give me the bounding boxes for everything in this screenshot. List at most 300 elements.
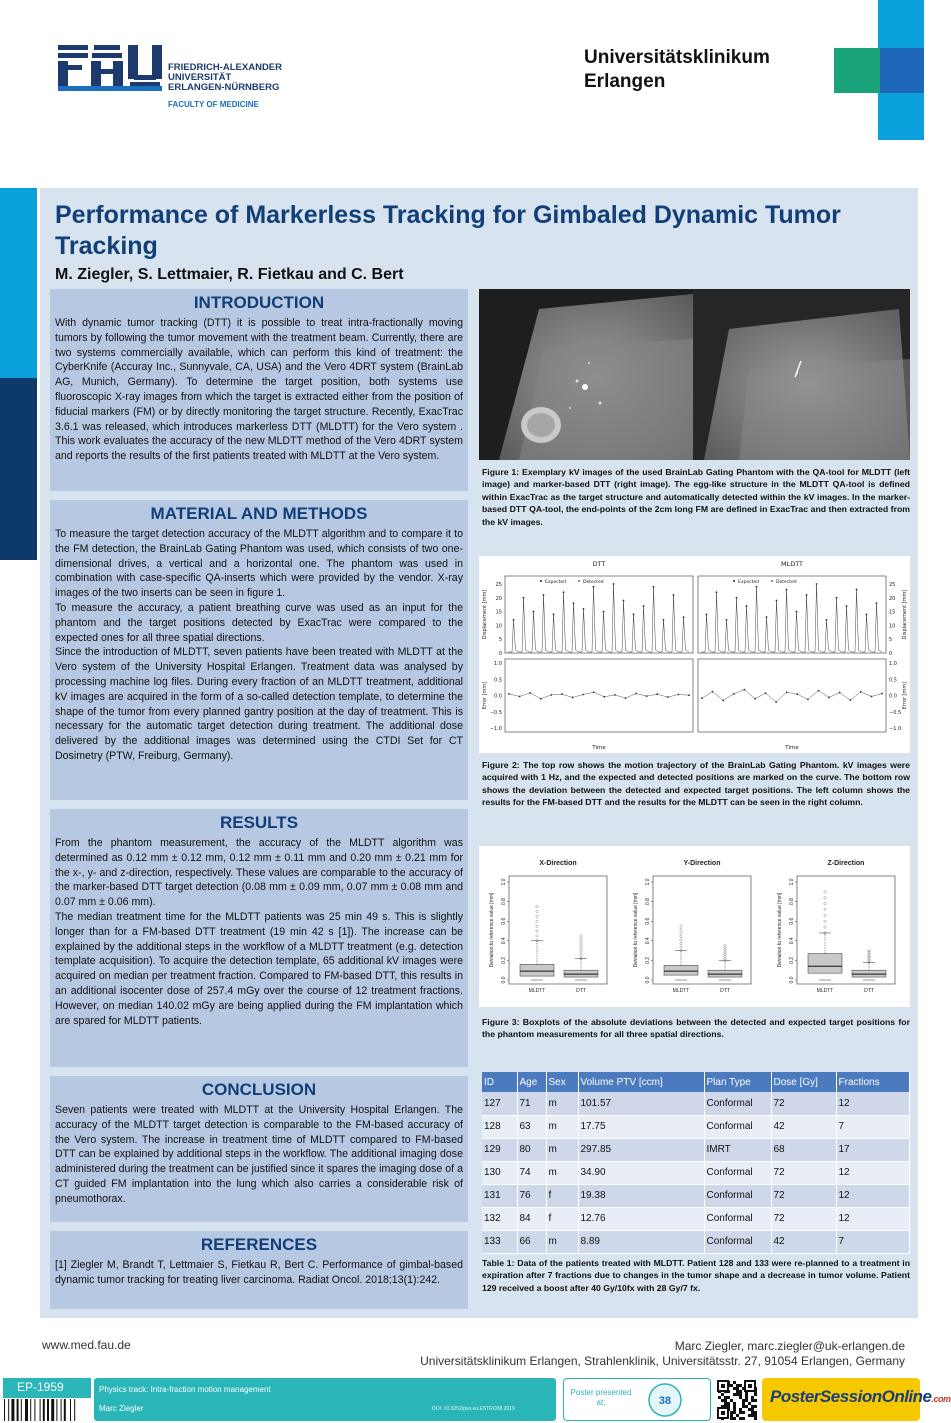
qr-module (730, 1411, 733, 1414)
top-ytick-label: 15 (495, 609, 502, 616)
boxplot-ytick-label: 0.4 (501, 937, 507, 945)
top-ytick-label: 20 (889, 595, 896, 602)
ps-online-domain: .com (931, 1394, 951, 1404)
x-axis-label: Time (785, 745, 799, 751)
table-header-row (482, 1072, 910, 1092)
qr-module (721, 1393, 724, 1396)
table-cell: IMRT (704, 1138, 771, 1161)
table-caption: Table 1: Data of the patients treated with MLDTT. Patient 128 and 133 were re-planned to a treatment in expiration after 7 fractions due to changes in the tumor shape and a decrease in tumor volume. Patient 129 received a boost after 40 Gy/10fx with 28 Gy/7 fx. (482, 1258, 910, 1293)
qr-module (739, 1396, 742, 1399)
boxplot-ytick-label: 1.0 (789, 878, 795, 886)
qr-code-icon[interactable] (717, 1379, 757, 1421)
table-cell: 17.75 (578, 1115, 704, 1138)
boxplot-title: Z-Direction (827, 860, 865, 867)
boxplot-outlier (580, 951, 582, 953)
results-p2: The median treatment time for the MLDTT patients was 25 min 49 s. This is slightly longer than for a FM-based DTT treatment (19 min 42 s [1]). The increase can be explained by the additional steps in the workflow of a MLDTT treatment (e.g. detection template acquisition). To acquire the detection template, 65 additional kV images were acquired on median per treatment fraction. Compared to FM-based DTT, this results in an additional isocenter dose of 257.4 mGy over the course of 12 treatment fractions. However, on median 140.02 mGy are being applied during the FM implantation which are spared for MLDTT patients. (55, 910, 463, 1027)
table-cell: m (546, 1092, 578, 1115)
boxplot-ytick-label: 0.0 (645, 976, 651, 984)
qr-module (733, 1411, 736, 1414)
boxplot-outlier (536, 930, 538, 932)
table-cell: 42 (771, 1115, 836, 1138)
table-cell: 71 (517, 1092, 546, 1115)
qr-module (742, 1405, 745, 1408)
boxplot-ylabel: Deviation to reference value [mm] (777, 892, 783, 968)
table-cell: 12.76 (578, 1207, 704, 1230)
legend-marker-detected (771, 580, 773, 582)
table-cell: 68 (771, 1138, 836, 1161)
barcode-bar (4, 1399, 5, 1421)
barcode-bar (43, 1399, 45, 1421)
table-cell: 12 (836, 1092, 910, 1115)
table-row (482, 1230, 910, 1253)
top-ytick-label: 25 (495, 582, 502, 588)
qr-module (739, 1411, 742, 1414)
table-row (482, 1138, 910, 1161)
qr-module (718, 1396, 721, 1399)
legend-detected: Detected (583, 580, 604, 585)
bottom-ytick-label: 1.0 (889, 661, 897, 667)
table-cell: 74 (517, 1161, 546, 1184)
header-blue-block (880, 48, 924, 93)
boxplot-outlier (680, 932, 682, 934)
barcode-bar (47, 1399, 49, 1421)
barcode-bar (64, 1399, 66, 1421)
bottom-plot-frame (698, 659, 886, 732)
barcode-bar (11, 1399, 14, 1421)
table-cell: Conformal (704, 1092, 771, 1115)
boxplot-ytick-label: 0.2 (501, 956, 507, 964)
boxplot-ylabel: Deviation to reference value [mm] (633, 892, 639, 968)
chart-title: MLDTT (780, 560, 804, 568)
boxplot-category-label: DTT (576, 988, 586, 994)
figure2-caption: Figure 2: The top row shows the motion trajectory of the BrainLab Gating Phantom. kV images were acquired with 1 Hz, and the expected and detected positions are marked on the curve. The bottom row shows the deviation between the detected and expected target positions. The left column shows the results for the FM-based DTT and the results for the MLDTT can be seen in the right column. (482, 760, 910, 808)
table-cell: 63 (517, 1115, 546, 1138)
table-body (482, 1092, 910, 1253)
results-heading: RESULTS (219, 813, 299, 832)
track-label: Physics track: Intra-fraction motion management (99, 1385, 271, 1394)
boxplot-outlier (824, 920, 826, 922)
barcode-bar (30, 1399, 31, 1421)
table-row (482, 1115, 910, 1138)
boxplot-category-label: MLDTT (816, 988, 834, 994)
figure1-caption: Figure 1: Exemplary kV images of the used BrainLab Gating Phantom with the QA-tool for MLDTT (left image) and marker-based DTT (right image). The egg-like structure in the MLDTT QA-tool is defined within ExacTrac as the target structure and automatically detected within the kV images. In the marker-based DTT QA-tool, the end-points of the 2cm long FM are defined in ExacTrac and then extracted from the kV images. (482, 467, 910, 527)
th-volume: Volume PTV [ccm] (578, 1072, 704, 1092)
figure2-box (479, 556, 910, 753)
boxplot-ylabel: Deviation to reference value [mm] (489, 892, 495, 968)
table-cell: 129 (482, 1138, 517, 1161)
table-cell: 76 (517, 1184, 546, 1207)
table-cell: 7 (836, 1230, 910, 1253)
qr-module (748, 1408, 751, 1411)
table-cell: 7 (836, 1115, 910, 1138)
chart-title: DTT (592, 560, 606, 568)
estro-badge-icon (643, 1381, 687, 1419)
boxplot-ytick-label: 0.4 (789, 937, 795, 945)
table-cell: Conformal (704, 1161, 771, 1184)
boxplot-outlier (536, 905, 538, 907)
boxplot-outlier (580, 941, 582, 943)
qr-module (745, 1393, 748, 1396)
qr-module (730, 1414, 733, 1417)
top-ylabel: Displacement [mm] (482, 589, 488, 640)
references-text: [1] Ziegler M, Brandt T, Lettmaier S, Fietkau R, Bert C. Performance of gimbal-based dynamic tumor tracking for treating liver carcinoma. Radiat Oncol. 2018;13(1):242. (55, 1259, 463, 1286)
qr-module (745, 1399, 748, 1402)
boxplot-ytick-label: 0.0 (789, 976, 795, 984)
trajectory-line (701, 584, 882, 652)
qr-module (748, 1402, 751, 1405)
qr-module (754, 1393, 757, 1396)
boxplot-box (664, 965, 698, 975)
qr-module (736, 1384, 739, 1387)
th-age: Age (517, 1072, 546, 1092)
qr-module (745, 1405, 748, 1408)
bottom-ylabel: Error [mm] (902, 681, 908, 710)
th-dose: Dose [Gy] (771, 1072, 836, 1092)
references-section (50, 1231, 468, 1309)
table-cell: 132 (482, 1207, 517, 1230)
table-cell: m (546, 1230, 578, 1253)
qr-module (751, 1411, 754, 1414)
qr-module (748, 1414, 751, 1417)
figure3-caption: Figure 3: Boxplots of the absolute deviations between the detected and expected target positions for the phantom measurements for all three spatial directions. (482, 1017, 910, 1040)
x-axis-label: Time (592, 745, 606, 751)
hospital-name-line2: Erlangen (584, 71, 666, 92)
introduction-section (50, 289, 468, 491)
introduction-text: With dynamic tumor tracking (DTT) it is possible to treat intra-fractionally moving tumors by following the tumor movement with the treatment beam. Currently, there are two systems commercially available, which can perform this kind of treatment: the CyberKnife (Accuray Inc., Sunnyvale, CA, USA) and the Vero 4DRT system (BrainLab AG, Munich, Germany). To determine the target position, both systems use fluoroscopic X-ray images from which the target is extracted either from the position of fiducial markers (FM) or by directly monitoring the target structure. Recently, ExacTrac 3.6.1 was released, which introduces markerless DTT (MLDTT) for the Vero system . This work evaluates the accuracy of the new MLDTT method of the Vero 4DRT system and reports the results of the first patients treated with MLDTT at the Vero system. (55, 317, 463, 463)
qr-module (739, 1384, 742, 1387)
qr-module (739, 1390, 742, 1393)
legend-expected: Expected (738, 580, 759, 585)
table-cell: 8.89 (578, 1230, 704, 1253)
boxplot-title: Y-Direction (683, 860, 721, 867)
bottom-ytick-label: −1.0 (889, 726, 902, 732)
conclusion-heading: CONCLUSION (201, 1080, 317, 1099)
ps-online-name: PosterSessionOnline (770, 1387, 932, 1406)
boxplot-ytick-label: 0.6 (789, 917, 795, 925)
qr-module (751, 1396, 754, 1399)
methods-p2: To measure the accuracy, a patient breathing curve was used as an input for the phantom and the target positions detected by ExacTrac were compared to the expected ones for all three spatial directions. (55, 601, 463, 644)
qr-finder-center (721, 1384, 725, 1388)
qr-finder-center (748, 1384, 752, 1388)
table-cell: 34.90 (578, 1161, 704, 1184)
boxplot-outlier (536, 925, 538, 927)
error-line (702, 690, 882, 702)
boxplot-outlier (536, 910, 538, 912)
qr-module (742, 1411, 745, 1414)
table-cell: 72 (771, 1092, 836, 1115)
figure3-chart (479, 846, 910, 1007)
conclusion-text: Seven patients were treated with MLDTT at the University Hospital Erlangen. The accuracy of the MLDTT target detection is comparable to the FM-based accuracy of the Vero system. The increase in treatment time of MLDTT compared to FM-based DTT can be explained by additional steps in the workflow. The additional imaging dose administered during the treatment can be justified since it spares the imaging dose of a CT guided FM implantation into the lung which also carries a considerable risk of pneumothorax. (55, 1104, 463, 1205)
boxplot-outlier (536, 920, 538, 922)
methods-p3: Since the introduction of MLDTT, seven patients have been treated with MLDTT at the Vero system of the University Hospital Erlangen. Treatment data was analysed by processing machine log files. During every fraction of an MLDTT treatment, additional kV images are acquired in the form of a so-called detection template, to determine the shape of the tumor from every planned gantry position at the day of treatment. This is necessary for the automatic target detection during treatment. The additional dose delivered by the additional images was determined using the CTDI Set for CT Dosimetry (PTW, Freiburg, Germany). (55, 646, 463, 762)
boxplot-ytick-label: 0.2 (789, 956, 795, 964)
bottom-ytick-label: 0.5 (494, 677, 502, 684)
qr-module (754, 1399, 757, 1402)
top-ytick-label: 25 (889, 582, 896, 588)
table-row (482, 1207, 910, 1230)
bottom-ytick-label: −0.5 (489, 709, 502, 716)
table-cell: Conformal (704, 1115, 771, 1138)
trajectory-line (508, 584, 689, 652)
table-cell: 84 (517, 1207, 546, 1230)
boxplot-outlier (824, 896, 826, 898)
qr-module (751, 1408, 754, 1411)
qr-module (733, 1417, 736, 1420)
barcode-bar (51, 1399, 54, 1421)
table-cell: m (546, 1161, 578, 1184)
qr-module (733, 1381, 736, 1384)
table-cell: 80 (517, 1138, 546, 1161)
table-cell: 131 (482, 1184, 517, 1207)
fau-faculty: FACULTY OF MEDICINE (168, 100, 259, 109)
legend-marker-detected (578, 580, 580, 582)
boxplot-box (520, 964, 554, 976)
top-ytick-label: 5 (889, 637, 893, 644)
barcode-bar (40, 1399, 41, 1421)
qr-module (724, 1402, 727, 1405)
table-cell: 17 (836, 1138, 910, 1161)
methods-p1: To measure the target detection accuracy of the MLDTT algorithm and to compare it to the FM detection, the BrainLab Gating Phantom was used, which consists of two one-dimensional drives, a vertical and a horizontal one. The phantom was used in combination with case-specific QA-inserts which were provided by the vendor. X-ray images of the two inserts can be seen in figure 1. (55, 528, 463, 600)
footer-website[interactable]: www.med.fau.de (42, 1338, 131, 1352)
boxplot-outlier (868, 949, 870, 951)
barcode-bar (56, 1399, 57, 1421)
table-row (482, 1092, 910, 1115)
legend-detected: Detected (776, 580, 797, 585)
boxplot-ytick-label: 0.6 (501, 917, 507, 925)
qr-module (754, 1411, 757, 1414)
barcode-bar (70, 1399, 71, 1421)
bottom-ytick-label: 0.5 (889, 677, 897, 684)
hospital-name (584, 46, 814, 94)
table-cell: 19.38 (578, 1184, 704, 1207)
qr-module (730, 1384, 733, 1387)
boxplot-outlier (536, 935, 538, 937)
boxplot-category-label: DTT (864, 988, 874, 994)
boxplot-outlier (580, 938, 582, 940)
qr-module (754, 1417, 757, 1420)
footer-contact: Marc Ziegler, marc.ziegler@uk-erlangen.de (674, 1339, 905, 1353)
legend-marker-expected (540, 580, 542, 582)
table-cell: 130 (482, 1161, 517, 1184)
qr-module (751, 1405, 754, 1408)
legend-expected: Expected (545, 580, 566, 585)
boxplot-outlier (580, 954, 582, 956)
top-ytick-label: 15 (889, 609, 896, 616)
boxplot-ytick-label: 0.8 (501, 898, 507, 906)
qr-module (754, 1405, 757, 1408)
fau-logo-mark (58, 45, 162, 91)
boxplot-outlier (824, 926, 826, 928)
doi-text: DOI: 10.3252/pso.eu.ESTRO38.2019 (432, 1406, 515, 1412)
references-heading: REFERENCES (200, 1235, 318, 1254)
table-cell: m (546, 1115, 578, 1138)
qr-module (751, 1399, 754, 1402)
top-ytick-label: 20 (495, 595, 502, 602)
boxplot-title: X-Direction (539, 860, 577, 867)
figure3-box (479, 846, 910, 1007)
barcode-bar (17, 1399, 19, 1421)
barcode-icon (3, 1399, 91, 1421)
boxplot-ytick-label: 0.8 (789, 898, 795, 906)
qr-module (733, 1405, 736, 1408)
legend-marker-expected (733, 580, 735, 582)
patient-table (482, 1072, 910, 1254)
bottom-plot-frame (505, 659, 693, 732)
estro-badge-number: 38 (658, 1395, 672, 1407)
boxplot-outlier (824, 891, 826, 893)
barcode-bar (25, 1399, 28, 1421)
qr-module (724, 1399, 727, 1402)
qr-module (742, 1417, 745, 1420)
table-cell: 297.85 (578, 1138, 704, 1161)
qr-module (736, 1393, 739, 1396)
qr-module (754, 1414, 757, 1417)
boxplot-category-label: MLDTT (672, 988, 690, 994)
top-ytick-label: 0 (498, 651, 502, 657)
qr-module (730, 1417, 733, 1420)
table-row (482, 1184, 910, 1207)
barcode-bar (8, 1399, 9, 1421)
poster-title: Performance of Markerless Tracking for Gimbaled Dynamic Tumor Tracking (55, 201, 841, 260)
qr-module (739, 1417, 742, 1420)
side-cyan-bar (0, 188, 37, 378)
th-sex: Sex (546, 1072, 578, 1092)
boxplot-ytick-label: 0.0 (501, 976, 507, 984)
table-cell: 72 (771, 1207, 836, 1230)
top-ytick-label: 10 (495, 623, 502, 630)
patient-data-table (482, 1072, 910, 1254)
qr-module (733, 1408, 736, 1411)
top-ylabel: Displacement [mm] (902, 589, 908, 640)
qr-module (721, 1399, 724, 1402)
boxplot-outlier (580, 948, 582, 950)
th-fractions: Fractions (836, 1072, 910, 1092)
qr-module (742, 1402, 745, 1405)
table-cell: 127 (482, 1092, 517, 1115)
boxplot-ytick-label: 0.6 (645, 917, 651, 925)
qr-finder-center (721, 1411, 725, 1415)
boxplot-ytick-label: 1.0 (645, 878, 651, 886)
qr-module (739, 1408, 742, 1411)
table-cell: m (546, 1138, 578, 1161)
boxplot-outlier (680, 942, 682, 944)
poster-authors: M. Ziegler, S. Lettmaier, R. Fietkau and C. Bert (55, 266, 404, 283)
boxplot-outlier (824, 902, 826, 904)
table-cell: Conformal (704, 1207, 771, 1230)
table-row (482, 1161, 910, 1184)
bottom-ytick-label: −0.5 (889, 709, 902, 716)
top-ytick-label: 0 (889, 651, 893, 657)
presenter-name: Marc Ziegler (99, 1404, 144, 1413)
results-section (50, 809, 468, 1067)
conclusion-section (50, 1076, 468, 1222)
qr-module (733, 1387, 736, 1390)
boxplot-category-label: DTT (720, 988, 730, 994)
table-cell: 42 (771, 1230, 836, 1253)
bottom-ytick-label: 0.0 (494, 693, 502, 700)
barcode-bar (61, 1399, 62, 1421)
table-cell: 12 (836, 1161, 910, 1184)
side-navy-bar (0, 378, 37, 560)
error-line (509, 692, 689, 699)
qr-module (745, 1396, 748, 1399)
boxplot-outlier (680, 939, 682, 941)
fau-logo (58, 45, 288, 115)
methods-heading: MATERIAL AND METHODS (150, 504, 368, 523)
boxplot-ytick-label: 1.0 (501, 878, 507, 886)
table-cell: 72 (771, 1184, 836, 1207)
qr-module (733, 1393, 736, 1396)
th-id: ID (482, 1072, 517, 1092)
bottom-ytick-label: 1.0 (494, 661, 502, 667)
boxplot-outlier (680, 925, 682, 927)
table-cell: 12 (836, 1184, 910, 1207)
qr-module (736, 1414, 739, 1417)
top-ytick-label: 10 (889, 623, 896, 630)
results-p1: From the phantom measurement, the accuracy of the MLDTT algorithm was determined as 0.12 mm ± 0.12 mm, 0.12 mm ± 0.11 mm and 0.20 mm ± 0.21 mm for the x-, y- and z-direction, respectively. These values are comparable to the accuracy of the marker-based DTT target detection (0.08 mm ± 0.09 mm, 0.07 mm ± 0.08 mm and 0.07 mm ± 0.06 mm). (55, 837, 463, 909)
boxplot-outlier (680, 946, 682, 948)
table-cell: 128 (482, 1115, 517, 1138)
qr-module (736, 1387, 739, 1390)
boxplot-ytick-label: 0.2 (645, 956, 651, 964)
qr-module (730, 1399, 733, 1402)
figure1-kv-images (479, 289, 910, 460)
table-cell: 101.57 (578, 1092, 704, 1115)
methods-section (50, 500, 468, 800)
barcode-bar (74, 1399, 75, 1421)
qr-module (736, 1390, 739, 1393)
bottom-ytick-label: −1.0 (489, 726, 502, 732)
barcode-bar (21, 1399, 22, 1421)
bottom-ytick-label: 0.0 (889, 693, 897, 700)
fau-line-3: ERLANGEN-NÜRNBERG (168, 82, 280, 93)
qr-module (727, 1402, 730, 1405)
table-cell: 133 (482, 1230, 517, 1253)
poster-session-online-text (770, 1387, 951, 1407)
fau-line-1: FRIEDRICH-ALEXANDER (168, 62, 282, 73)
table-cell: Conformal (704, 1230, 771, 1253)
table-cell: 66 (517, 1230, 546, 1253)
boxplot-category-label: MLDTT (528, 988, 546, 994)
boxplot-outlier (680, 928, 682, 930)
table-cell: f (546, 1207, 578, 1230)
qr-module (739, 1393, 742, 1396)
figure2-chart (479, 556, 910, 753)
table-cell: 12 (836, 1207, 910, 1230)
barcode-bar (34, 1399, 35, 1421)
qr-module (742, 1399, 745, 1402)
hospital-name-line1: Universitätsklinikum (584, 47, 770, 68)
qr-module (751, 1414, 754, 1417)
boxplot-outlier (680, 935, 682, 937)
boxplot-outlier (824, 908, 826, 910)
boxplot-outlier (536, 915, 538, 917)
introduction-heading: INTRODUCTION (193, 293, 325, 312)
boxplot-outlier (580, 944, 582, 946)
presented-at-label: Poster presented at: (570, 1388, 632, 1407)
qr-module (733, 1402, 736, 1405)
table-cell: Conformal (704, 1184, 771, 1207)
boxplot-outlier (580, 935, 582, 937)
qr-module (724, 1396, 727, 1399)
boxplot-ytick-label: 0.8 (645, 898, 651, 906)
table-cell: f (546, 1184, 578, 1207)
fau-line-2: UNIVERSITÄT (168, 72, 232, 83)
qr-module (727, 1396, 730, 1399)
top-ytick-label: 5 (498, 637, 502, 644)
poster-id: EP-1959 (3, 1378, 91, 1398)
th-plan-type: Plan Type (704, 1072, 771, 1092)
